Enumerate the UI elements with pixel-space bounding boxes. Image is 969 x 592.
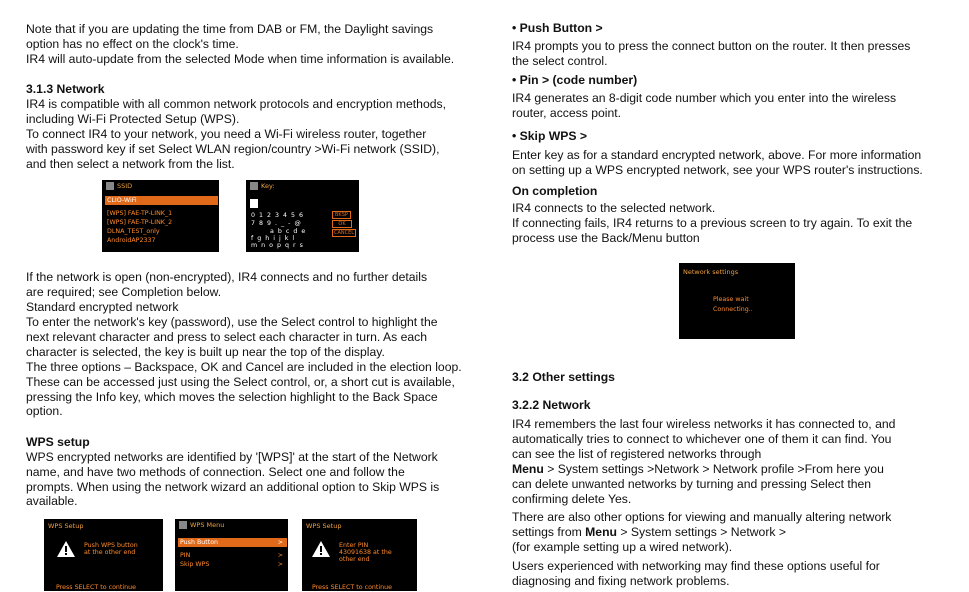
daylight-note: Note that if you are updating the time from DAB or FM, the Daylight savings option has no effect on the clock's time. xyxy=(26,22,434,51)
list-icon xyxy=(250,182,258,190)
wps-setup-screen-image xyxy=(44,519,163,591)
wps-msg: Push WPS button xyxy=(84,542,138,549)
section-3-1-3-heading: 3.1.3 Network xyxy=(26,82,105,96)
list-icon xyxy=(179,521,187,529)
ssid-screen-title: SSID xyxy=(106,182,132,190)
ssid-item-selected: CLIO-WiFi xyxy=(105,196,218,205)
wps-pin-screen-image xyxy=(302,519,417,591)
open-network-text: If the network is open (non-encrypted), IR4 connects and no further details are required; see Completion below. xyxy=(26,270,428,299)
skip-wps-heading: • Skip WPS > xyxy=(512,129,588,143)
wps-footer: Press SELECT to continue xyxy=(56,584,136,591)
wps-menu-screen-image xyxy=(175,519,288,591)
push-button-heading: • Push Button > xyxy=(512,21,603,35)
skip-wps-text: Enter key as for a standard encrypted network, above. For more information on setting up a WPS encrypted network, see your WPS router's instructions. xyxy=(512,148,923,177)
ssid-item: [WPS] FAE-TP-LINK_1 xyxy=(107,210,173,217)
options-text: The three options – Backspace, OK and Cancel are included in the election loop. These can be accessed just using the Select control, or, a short cut is available, pressing the Info key, which moves the selection highlight to the Back Space option. xyxy=(26,360,462,419)
key-screen-title: Key: xyxy=(250,182,275,190)
connecting-text: Connecting.. xyxy=(713,306,753,313)
wps-setup-heading: WPS setup xyxy=(26,435,90,449)
completion-heading: On completion xyxy=(512,184,598,198)
key-screen-image xyxy=(246,180,359,252)
network-settings-title: Network settings xyxy=(683,268,739,276)
please-wait-text: Please wait xyxy=(713,296,749,303)
push-button-text: IR4 prompts you to press the connect button on the router. It then presses the select control. xyxy=(512,39,911,68)
network-connect: To connect IR4 to your network, you need a Wi-Fi wireless router, together with password key if set Select WLAN region/country >Wi-Fi network (SSID), and then select a network from the list. xyxy=(26,127,440,171)
ssid-screen-image xyxy=(102,180,219,252)
experienced-users-text: Users experienced with networking may find these options useful for diagnosing and fixing network problems. xyxy=(512,559,880,588)
list-icon xyxy=(106,182,114,190)
completion-text-1: IR4 connects to the selected network. xyxy=(512,201,716,215)
pin-text: IR4 generates an 8-digit code number which you enter into the wireless router, access point. xyxy=(512,91,897,120)
key-row: 7 8 9 . _ - @ xyxy=(251,220,302,227)
key-row: m n o p q r s xyxy=(251,242,304,249)
wps-menu-title: WPS Menu xyxy=(179,521,224,529)
other-settings-heading: 3.2 Other settings xyxy=(512,370,615,384)
pin-msg: Enter PIN xyxy=(339,542,369,549)
standard-encrypted-label: Standard encrypted network xyxy=(26,300,179,314)
key-row: 0 1 2 3 4 5 6 xyxy=(251,212,305,219)
network-intro: IR4 is compatible with all common network protocols and encryption methods, including Wi-Fi Protected Setup (WPS). xyxy=(26,97,446,126)
other-options-text: There are also other options for viewing and manually altering network settings from Menu > System settings > Network > xyxy=(512,510,892,539)
standard-encrypted-text: To enter the network's key (password), use the Select control to highlight the next relevant character and press to select each character in turn. As each character is selected, the key is built up near the top of the display. xyxy=(26,315,438,359)
cancel-key: CANCEL xyxy=(334,230,355,236)
completion-text-2: If connecting fails, IR4 returns to a previous screen to try again. To exit the process use the Back/Menu button xyxy=(512,216,913,245)
network-profile-text: Menu > System settings >Network > Network profile >From here you can delete unwanted networks by turning and pressing Select then confirming delete Yes. xyxy=(512,462,884,506)
wps-msg: at the other end xyxy=(84,549,136,556)
wps-setup-text: WPS encrypted networks are identified by '[WPS]' at the start of the Network name, and have two methods of connection. Select one and follow the prompts. When using the network wizard an additional option to Skip WPS is available. xyxy=(26,450,440,509)
pin-msg: other end xyxy=(339,556,370,563)
ssid-item: [WPS] FAE-TP-LINK_2 xyxy=(107,219,173,226)
key-row: f g h i j k l xyxy=(251,235,296,242)
pin-heading: • Pin > (code number) xyxy=(512,73,638,87)
warning-icon xyxy=(56,540,76,558)
wps-pin-title: WPS Setup xyxy=(306,522,342,530)
ssid-item: DLNA_TEST_only xyxy=(107,228,160,235)
wps-menu-item: Skip WPS > xyxy=(180,561,283,568)
warning-icon xyxy=(311,540,331,558)
wps-menu-item-selected: Push Button > xyxy=(178,538,287,547)
ok-key: OK xyxy=(332,220,352,228)
network-settings-screen-image xyxy=(679,263,795,339)
wps-menu-item: PIN > xyxy=(180,552,283,559)
wired-network-text: (for example setting up a wired network). xyxy=(512,540,733,554)
bksp-key: BKSP xyxy=(332,211,351,219)
pin-msg: 43091638 at the xyxy=(339,549,392,556)
auto-update-note: IR4 will auto-update from the selected Mode when time information is available. xyxy=(26,52,455,66)
section-3-2-2-heading: 3.2.2 Network xyxy=(512,398,591,412)
wps-setup-title: WPS Setup xyxy=(48,522,84,530)
key-row: a b c d e xyxy=(270,228,307,235)
ssid-item: AndroidAP2337 xyxy=(107,237,156,244)
remembered-networks-text: IR4 remembers the last four wireless networks it has connected to, and automatically tries to connect to whichever one of them it can find. You can see the list of registered networks through xyxy=(512,417,896,461)
cursor-block xyxy=(250,199,258,208)
pin-footer: Press SELECT to continue xyxy=(312,584,392,591)
